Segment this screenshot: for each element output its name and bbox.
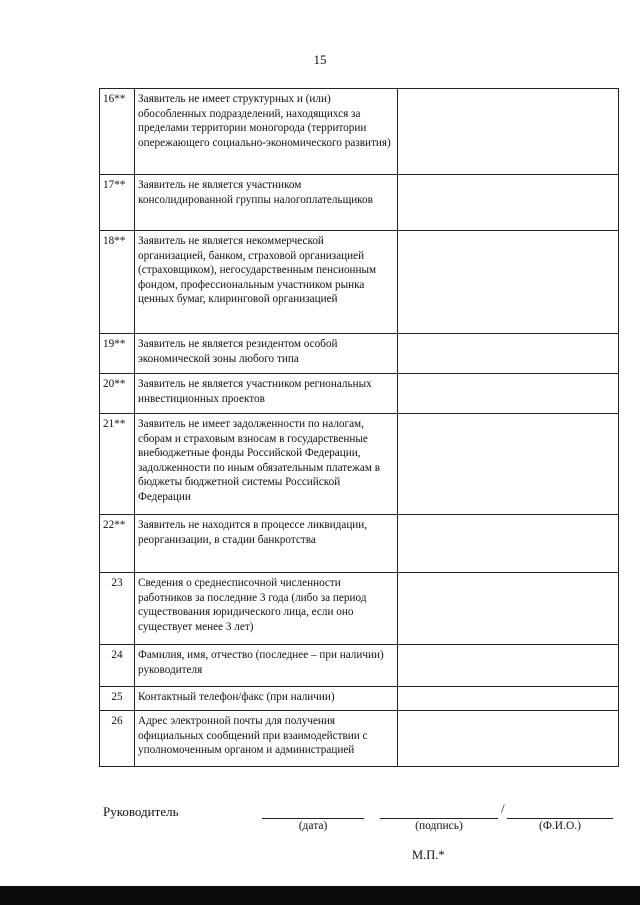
page-number: 15 bbox=[313, 52, 327, 67]
row-number: 17** bbox=[100, 175, 135, 231]
row-value[interactable] bbox=[398, 515, 619, 573]
signature-block bbox=[0, 800, 640, 860]
row-description: Заявитель не является резидентом особой экономической зоны любого типа bbox=[135, 334, 398, 374]
row-number: 23 bbox=[100, 573, 135, 645]
table-row bbox=[100, 374, 619, 414]
row-value[interactable] bbox=[398, 687, 619, 711]
separator-slash: / bbox=[501, 801, 505, 816]
table-row bbox=[100, 711, 619, 767]
table-row bbox=[100, 573, 619, 645]
table-row bbox=[100, 334, 619, 374]
fio-caption: (Ф.И.О.) bbox=[539, 820, 581, 832]
stamp-mark: М.П.* bbox=[412, 848, 445, 862]
row-number: 19** bbox=[100, 334, 135, 374]
row-description: Заявитель не является некоммерческой организацией, банком, страховой организацией (страховщиком), негосударственным пенсионным фондом, профессиональным участником рынка ценных бумаг, клиринговой организацией bbox=[135, 231, 398, 334]
row-description: Заявитель не является участником региональных инвестиционных проектов bbox=[135, 374, 398, 414]
row-number: 16** bbox=[100, 89, 135, 175]
row-description: Адрес электронной почты для получения официальных сообщений при взаимодействии с уполномоченным органом и администрацией bbox=[135, 711, 398, 767]
row-description: Контактный телефон/факс (при наличии) bbox=[135, 687, 398, 711]
row-number: 24 bbox=[100, 645, 135, 687]
row-value[interactable] bbox=[398, 573, 619, 645]
row-description: Сведения о среднесписочной численности работников за последние 3 года (либо за период существования юридического лица, если оно существует менее 3 лет) bbox=[135, 573, 398, 645]
row-description: Заявитель не имеет задолженности по налогам, сборам и страховым взносам в государственные внебюджетные фонды Российской Федерации, задолженности по иным обязательным платежам в бюджеты бюджетной системы Российской Федерации bbox=[135, 414, 398, 515]
fio-line[interactable] bbox=[507, 818, 613, 819]
row-value[interactable] bbox=[398, 711, 619, 767]
table-row bbox=[100, 175, 619, 231]
row-number: 21** bbox=[100, 414, 135, 515]
row-number: 22** bbox=[100, 515, 135, 573]
row-value[interactable] bbox=[398, 645, 619, 687]
row-value[interactable] bbox=[398, 414, 619, 515]
scan-bottom-border bbox=[0, 886, 640, 905]
row-description: Фамилия, имя, отчество (последнее – при наличии) руководителя bbox=[135, 645, 398, 687]
table-row bbox=[100, 231, 619, 334]
table-row bbox=[100, 515, 619, 573]
signature-label: Руководитель bbox=[103, 804, 179, 819]
form-table bbox=[99, 88, 619, 767]
table-row bbox=[100, 645, 619, 687]
date-caption: (дата) bbox=[298, 820, 328, 832]
row-value[interactable] bbox=[398, 89, 619, 175]
row-number: 20** bbox=[100, 374, 135, 414]
row-value[interactable] bbox=[398, 334, 619, 374]
row-description: Заявитель не находится в процессе ликвидации, реорганизации, в стадии банкротства bbox=[135, 515, 398, 573]
row-description: Заявитель не имеет структурных и (или) обособленных подразделений, находящихся за пределами территории моногорода (территории опережающего социально-экономического развития) bbox=[135, 89, 398, 175]
row-number: 25 bbox=[100, 687, 135, 711]
row-value[interactable] bbox=[398, 374, 619, 414]
signature-caption: (подпись) bbox=[415, 820, 463, 832]
row-number: 26 bbox=[100, 711, 135, 767]
row-description: Заявитель не является участником консолидированной группы налогоплательщиков bbox=[135, 175, 398, 231]
row-number: 18** bbox=[100, 231, 135, 334]
row-value[interactable] bbox=[398, 175, 619, 231]
row-value[interactable] bbox=[398, 231, 619, 334]
date-line[interactable] bbox=[262, 818, 364, 819]
table-row bbox=[100, 414, 619, 515]
table-row bbox=[100, 89, 619, 175]
signature-line[interactable] bbox=[380, 818, 498, 819]
table-row bbox=[100, 687, 619, 711]
